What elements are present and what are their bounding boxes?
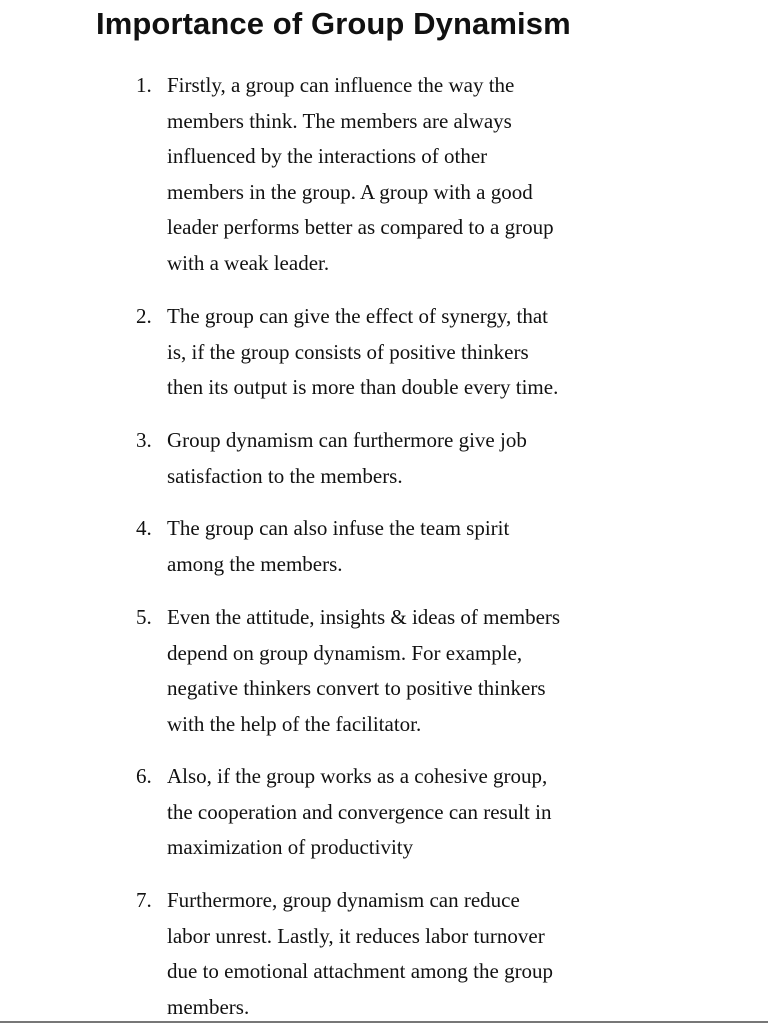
- list-item-line: depend on group dynamism. For example,: [167, 640, 523, 665]
- list-item-line: members think. The members are always: [167, 108, 512, 133]
- list-item-line: satisfaction to the members.: [167, 463, 403, 488]
- list-item-line: Group dynamism can furthermore give job: [167, 428, 527, 452]
- list-item-line: the cooperation and convergence can result in: [167, 799, 552, 824]
- list-item-line: members.: [167, 994, 250, 1019]
- list-item-number: 2.: [136, 304, 152, 328]
- list-item-line: among the members.: [167, 551, 343, 576]
- list-item-number: 7.: [136, 888, 152, 912]
- list-item-line: is, if the group consists of positive thinkers: [167, 339, 529, 364]
- list-item-number: 6.: [136, 764, 152, 788]
- list-item: [0, 883, 768, 1025]
- list-item-line: Even the attitude, insights & ideas of members: [167, 605, 561, 629]
- list-item-line: members in the group. A group with a good: [167, 179, 533, 204]
- list-item-line: maximization of productivity: [167, 835, 414, 860]
- list-item-number: 1.: [136, 73, 152, 97]
- list-item-line: due to emotional attachment among the group: [167, 959, 554, 984]
- list-item-line: Furthermore, group dynamism can reduce: [167, 888, 520, 912]
- list-item-line: The group can also infuse the team spirit: [167, 516, 510, 540]
- list-item-line: influenced by the interactions of other: [167, 144, 488, 169]
- list-item-line: negative thinkers convert to positive thinkers: [167, 676, 546, 701]
- list-item-line: The group can give the effect of synergy, that: [167, 304, 548, 328]
- list-item-line: leader performs better as compared to a group: [167, 215, 554, 240]
- bottom-divider: [0, 1021, 768, 1023]
- list-item-number: 4.: [136, 516, 152, 540]
- list-item-number: 5.: [136, 605, 152, 629]
- page-title: Importance of Group Dynamism: [96, 6, 571, 41]
- list-item-line: then its output is more than double every time.: [167, 375, 559, 400]
- list-item-line: Also, if the group works as a cohesive group,: [167, 764, 548, 788]
- list-item-line: labor unrest. Lastly, it reduces labor turnover: [167, 923, 545, 948]
- list-item-line: with a weak leader.: [167, 250, 330, 275]
- list-item: [0, 600, 768, 742]
- list-item: [0, 759, 768, 866]
- list-item-line: Firstly, a group can influence the way the: [167, 73, 515, 97]
- list-item-number: 3.: [136, 428, 152, 452]
- list-item: [0, 423, 768, 494]
- list-item-line: with the help of the facilitator.: [167, 711, 422, 736]
- list-item: [0, 68, 768, 282]
- list-item: [0, 299, 768, 406]
- list-item: [0, 511, 768, 582]
